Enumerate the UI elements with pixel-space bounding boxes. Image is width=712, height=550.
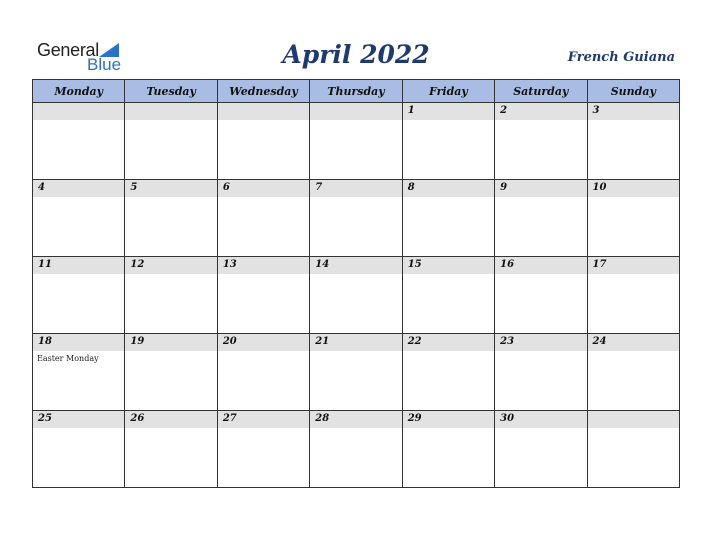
- day-number-band: [310, 180, 401, 197]
- day-cell: [402, 257, 494, 334]
- day-number: 3: [592, 105, 600, 116]
- day-cell: [402, 411, 494, 488]
- day-cell: [125, 257, 217, 334]
- day-number: 29: [407, 413, 422, 424]
- day-number-band: [33, 103, 124, 120]
- week-row: [33, 103, 680, 180]
- day-number-band: [33, 180, 124, 197]
- weekday-header: Friday: [402, 80, 494, 103]
- day-number: 21: [315, 336, 330, 347]
- day-number: 25: [38, 413, 52, 424]
- day-number-band: [588, 411, 679, 428]
- day-cell: [402, 103, 494, 180]
- week-row: [33, 257, 680, 334]
- day-cell: [587, 103, 679, 180]
- weekday-header: Tuesday: [125, 80, 217, 103]
- day-cell: [310, 180, 402, 257]
- day-number-band: [588, 103, 679, 120]
- day-number: 2: [500, 105, 508, 116]
- calendar-grid: [32, 79, 680, 488]
- day-number-band: [403, 180, 494, 197]
- day-cell: [495, 180, 587, 257]
- day-number: 28: [315, 413, 330, 424]
- weekday-header: Saturday: [495, 80, 587, 103]
- day-number: 26: [130, 413, 145, 424]
- day-number: 8: [407, 182, 415, 193]
- day-cell: [125, 180, 217, 257]
- logo-text-general: General: [37, 40, 99, 60]
- logo-text-blue: Blue: [87, 55, 122, 74]
- day-cell: [310, 411, 402, 488]
- day-cell: [495, 411, 587, 488]
- day-number-band: [495, 103, 586, 120]
- day-number-band: [125, 180, 216, 197]
- day-number: 5: [130, 182, 138, 193]
- day-number: 27: [222, 413, 237, 424]
- day-cell: [217, 103, 309, 180]
- day-cell: [310, 334, 402, 411]
- day-number-band: [310, 103, 401, 120]
- day-cell: [402, 334, 494, 411]
- day-number: 10: [592, 182, 607, 193]
- day-number: 4: [38, 182, 45, 193]
- day-number-band: [218, 180, 309, 197]
- day-cell: [125, 334, 217, 411]
- day-number: 9: [500, 182, 508, 193]
- calendar-title: April 2022: [282, 40, 430, 69]
- day-cell: [310, 103, 402, 180]
- day-cell: [125, 411, 217, 488]
- day-number: 11: [38, 259, 52, 270]
- day-number: 18: [38, 336, 52, 347]
- weekday-header: Wednesday: [217, 80, 309, 103]
- weekday-header: Monday: [33, 80, 125, 103]
- day-number-band: [218, 103, 309, 120]
- day-number: 15: [407, 259, 422, 270]
- week-row: [33, 411, 680, 488]
- day-number: 13: [222, 259, 237, 270]
- day-cell: [33, 334, 125, 411]
- weekday-header: Thursday: [310, 80, 402, 103]
- day-cell: [310, 257, 402, 334]
- day-number: 19: [130, 336, 145, 347]
- holiday-label: Easter Monday: [37, 354, 99, 363]
- day-number-band: [403, 103, 494, 120]
- day-number: 12: [130, 259, 145, 270]
- region-label: French Guiana: [567, 50, 675, 65]
- day-cell: [217, 411, 309, 488]
- day-number: 14: [315, 259, 330, 270]
- day-cell: [587, 411, 679, 488]
- day-cell: [587, 257, 679, 334]
- day-cell: [33, 103, 125, 180]
- day-number: 22: [407, 336, 422, 347]
- day-number: 16: [500, 259, 515, 270]
- day-number-band: [495, 180, 586, 197]
- week-row: [33, 334, 680, 411]
- day-number: 6: [222, 182, 230, 193]
- day-number: 1: [407, 105, 415, 116]
- day-number: 23: [500, 336, 515, 347]
- day-number: 17: [592, 259, 607, 270]
- day-number: 20: [222, 336, 237, 347]
- day-number: 7: [315, 182, 323, 193]
- day-number: 24: [592, 336, 607, 347]
- day-cell: [217, 257, 309, 334]
- weekday-header: Sunday: [587, 80, 679, 103]
- week-row: [33, 180, 680, 257]
- day-cell: [402, 180, 494, 257]
- day-cell: [125, 103, 217, 180]
- day-cell: [33, 257, 125, 334]
- day-cell: [495, 257, 587, 334]
- day-number: 30: [500, 413, 515, 424]
- day-cell: [33, 411, 125, 488]
- day-cell: [217, 180, 309, 257]
- day-cell: [587, 180, 679, 257]
- day-cell: [217, 334, 309, 411]
- day-cell: [33, 180, 125, 257]
- day-cell: [495, 103, 587, 180]
- weekday-header-row: [33, 80, 680, 103]
- day-number-band: [125, 103, 216, 120]
- day-cell: [587, 334, 679, 411]
- day-cell: [495, 334, 587, 411]
